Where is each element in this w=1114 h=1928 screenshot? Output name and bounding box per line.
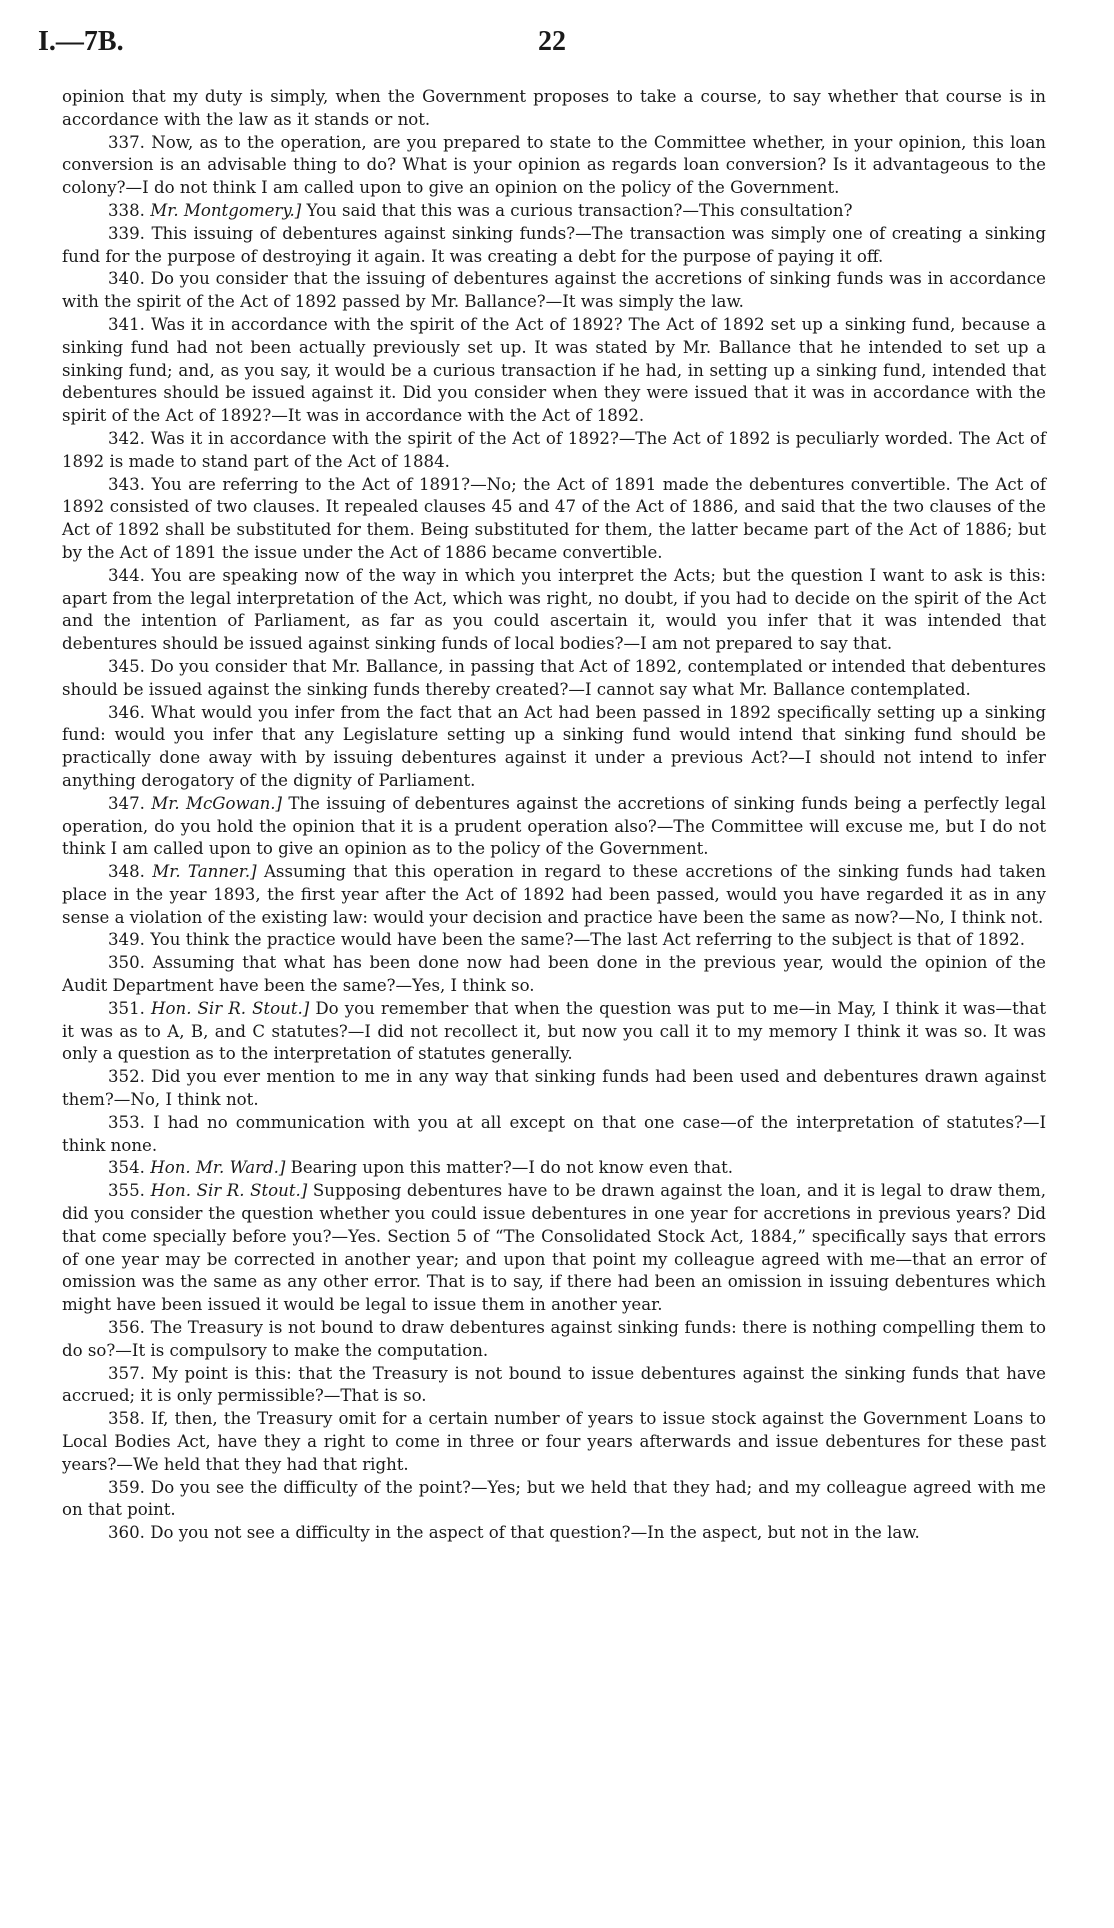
- question-number: 342.: [108, 428, 145, 448]
- question-number: 339.: [108, 223, 145, 243]
- question-number: 337.: [108, 132, 145, 152]
- question-number: 359.: [108, 1477, 145, 1497]
- question-number: 357.: [108, 1363, 145, 1383]
- question-number: 358.: [108, 1409, 145, 1429]
- question-number: 349.: [108, 930, 145, 950]
- question-360: [62, 1522, 1046, 1545]
- paragraph-text: Do you consider that Mr. Ballance, in passing that Act of 1892, contemplated or intended that debentures should be issued against the sinking funds thereby created?—I cannot say what Mr. Ballance contemplated.: [62, 656, 1047, 699]
- question-number: 350.: [108, 953, 145, 973]
- question-number: 347.: [108, 793, 145, 813]
- paragraph-text: Supposing debentures have to be drawn against the loan, and it is legal to draw them, did you consider the question whether you could issue debentures in one year for accretions in previous years? Did that come specially before you?—Yes. Section 5 of “The Consolidated Stock Act, 1884,” specifically says that errors of one year may be corrected in another year; and upon that point my colleague agreed with me—that an error of omission was the same as any other error. That is to say, if there had been an omission in issuing debentures which might have been issued it would be legal to issue them in another year.: [62, 1181, 1047, 1315]
- paragraph-text: Did you ever mention to me in any way that sinking funds had been used and debentures drawn against them?—No, I think not.: [62, 1067, 1047, 1110]
- question-number: 355.: [108, 1181, 145, 1201]
- question-number: 352.: [108, 1067, 145, 1087]
- paragraph-text: Assuming that what has been done now had been done in the previous year, would the opinion of the Audit Department have been the same?—Yes, I think so.: [62, 953, 1046, 996]
- paragraph-text: The issuing of debentures against the accretions of sinking funds being a perfectly legal operation, do you hold the opinion that it is a prudent operation also?—The Committee will excuse me, but I do not think I am called upon to give an opinion as to the policy of the Government.: [62, 793, 1046, 859]
- paragraph-text: You are referring to the Act of 1891?—No; the Act of 1891 made the debentures convertible. The Act of 1892 consisted of two clauses. It repealed clauses 45 and 47 of the Act of 1886, and said that the two clauses of the Act of 1892 shall be substituted for them. Being substituted for them, the latter became part of the Act of 1886; but by the Act of 1891 the issue under the Act of 1886 became convertible.: [62, 474, 1046, 562]
- question-343: [62, 474, 1046, 565]
- question-342: [62, 428, 1046, 474]
- question-number: 360.: [108, 1523, 145, 1543]
- question-347: [62, 793, 1046, 861]
- paragraph-text: Assuming that this operation in regard to these accretions of the sinking funds had taken place in the year 1893, the first year after the Act of 1892 had been passed, would you have regarded it as in any sense a violation of the existing law: would your decision and practice have been the same as now?—No, I think not.: [62, 862, 1046, 927]
- speaker-name: Hon. Sir R. Stout.]: [151, 998, 310, 1018]
- question-number: 348.: [108, 862, 145, 882]
- question-345: [62, 656, 1046, 702]
- page-number: 22: [538, 26, 566, 57]
- speaker-name: Hon. Mr. Ward.]: [150, 1158, 286, 1178]
- question-number: 351.: [108, 998, 145, 1018]
- paragraph-text: My point is this: that the Treasury is not bound to issue debentures against the sinking funds that have accrued; it is only permissible?—That is so.: [62, 1363, 1046, 1406]
- document-body: [62, 86, 1046, 1545]
- paragraph-text: You are speaking now of the way in which you interpret the Acts; but the question I want to ask is this: apart from the legal interpretation of the Act, which was right, no doubt, if you had to decide on the spirit of the Act and the intention of Parliament, as far as you could ascertain it, would you infer that it was intended that debentures should be issued against sinking funds of local bodies?—I am not prepared to say that.: [62, 565, 1046, 654]
- question-number: 340.: [108, 269, 145, 289]
- paragraph-text: Bearing upon this matter?—I do not know even that.: [290, 1158, 734, 1178]
- speaker-name: Mr. Tanner.]: [152, 862, 257, 882]
- question-356: [62, 1317, 1046, 1363]
- question-344: [62, 565, 1046, 656]
- question-337: [62, 132, 1046, 200]
- paragraph-text: Do you not see a difficulty in the aspect of that question?—In the aspect, but not in the law.: [150, 1523, 920, 1543]
- question-number: 338.: [108, 200, 145, 220]
- question-358: [62, 1408, 1046, 1476]
- question-338: [62, 200, 1046, 223]
- question-number: 354.: [108, 1158, 145, 1178]
- question-number: 345.: [108, 656, 145, 676]
- paragraph-text: Do you consider that the issuing of debentures against the accretions of sinking funds was in accordance with the spirit of the Act of 1892 passed by Mr. Ballance?—It was simply the law.: [62, 269, 1046, 312]
- question-354: [62, 1157, 1046, 1180]
- speaker-name: Hon. Sir R. Stout.]: [150, 1181, 308, 1201]
- question-349: [62, 929, 1046, 952]
- paragraph-text: Was it in accordance with the spirit of the Act of 1892? The Act of 1892 set up a sinking fund, because a sinking fund had not been actually previously set up. It was stated by Mr. Ballance that he intended to set up a sinking fund; and, as you say, it would be a curious transaction if he had, in setting up a sinking fund, intended that debentures should be issued against it. Did you consider when they were issued that it was in accordance with the spirit of the Act of 1892?—It was in accordance with the Act of 1892.: [62, 314, 1046, 426]
- speaker-name: Mr. McGowan.]: [151, 793, 283, 813]
- question-339: [62, 223, 1046, 269]
- question-357: [62, 1363, 1046, 1409]
- question-346: [62, 702, 1046, 793]
- document-reference: I.—7B.: [38, 26, 124, 57]
- question-340: [62, 268, 1046, 314]
- question-348: [62, 861, 1046, 929]
- question-351: [62, 998, 1046, 1066]
- question-350: [62, 952, 1046, 998]
- question-number: 344.: [108, 565, 145, 585]
- paragraph-text: What would you infer from the fact that an Act had been passed in 1892 specifically setting up a sinking fund: would you infer that any Legislature setting up a sinking fund would intend that sinking fund should be practically done away with by issuing debentures against it under a previous Act?—I should not intend to infer anything derogatory of the dignity of Parliament.: [62, 702, 1046, 790]
- paragraph-text: The Treasury is not bound to draw debentures against sinking funds: there is nothing compelling them to do so?—It is compulsory to make the computation.: [62, 1318, 1046, 1360]
- question-number: 346.: [108, 702, 145, 722]
- paragraph-text: Do you remember that when the question was put to me—in May, I think it was—that it was as to A, B, and C statutes?—I did not recollect it, but now you call it to my memory I think it was so. It was only a question as to the interpretation of statutes generally.: [62, 998, 1046, 1064]
- question-352: [62, 1066, 1046, 1112]
- question-341: [62, 314, 1046, 428]
- question-number: 356.: [108, 1318, 145, 1338]
- question-number: 353.: [108, 1112, 145, 1132]
- paragraph-text: Was it in accordance with the spirit of the Act of 1892?—The Act of 1892 is peculiarly worded. The Act of 1892 is made to stand part of the Act of 1884.: [62, 428, 1046, 471]
- paragraph-text: opinion that my duty is simply, when the Government proposes to take a course, to say whether that course is in accordance with the law as it stands or not.: [62, 87, 1046, 129]
- question-359: [62, 1477, 1046, 1523]
- paragraph-text: If, then, the Treasury omit for a certain number of years to issue stock against the Government Loans to Local Bodies Act, have they a right to come in three or four years afterwards and issue debentures for these past years?—We held that they had that right.: [62, 1409, 1046, 1474]
- speaker-name: Mr. Montgomery.]: [150, 200, 302, 220]
- question-353: [62, 1112, 1046, 1158]
- question-number: 341.: [108, 314, 145, 334]
- paragraph-text: Do you see the difficulty of the point?—Yes; but we held that they had; and my colleague agreed with me on that point.: [62, 1477, 1046, 1520]
- paragraph-continuation: [62, 86, 1046, 132]
- question-355: [62, 1180, 1046, 1317]
- paragraph-text: Now, as to the operation, are you prepared to state to the Committee whether, in your opinion, this loan conversion is an advisable thing to do? What is your opinion as regards loan conversion? Is it advantageous to the colony?—I do not think I am called upon to give an opinion on the policy of the Government.: [62, 132, 1046, 198]
- question-number: 343.: [108, 474, 145, 494]
- paragraph-text: You think the practice would have been the same?—The last Act referring to the subject is that of 1892.: [150, 930, 1026, 950]
- paragraph-text: You said that this was a curious transaction?—This consultation?: [306, 200, 853, 220]
- paragraph-text: This issuing of debentures against sinking funds?—The transaction was simply one of creating a sinking fund for the purpose of destroying it again. It was creating a debt for the purpose of paying it off.: [62, 223, 1046, 266]
- paragraph-text: I had no communication with you at all except on that one case—of the interpretation of statutes?—I think none.: [62, 1112, 1046, 1155]
